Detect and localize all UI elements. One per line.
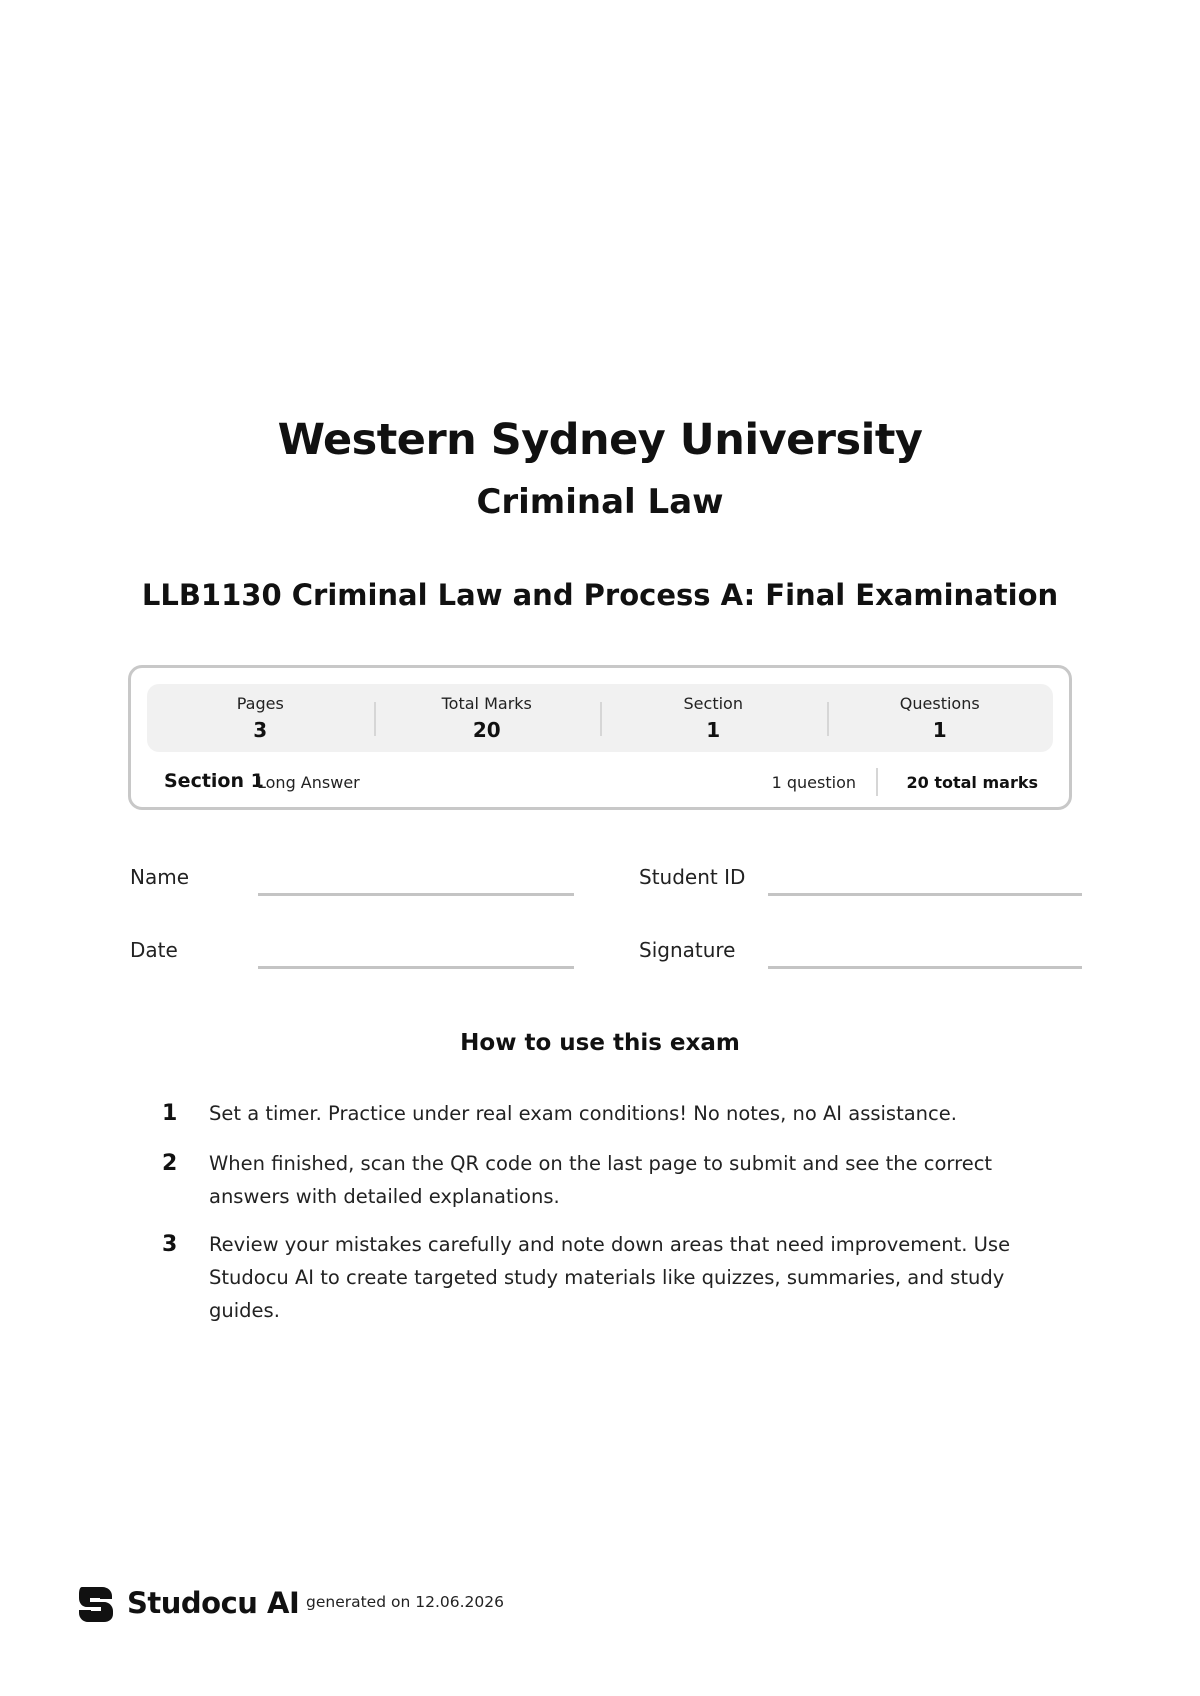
step-number: 3 [162, 1232, 178, 1257]
stat-pages [147, 684, 374, 752]
stat-section [600, 684, 827, 752]
instructions-title: How to use this exam [460, 1030, 740, 1056]
section-row [164, 770, 1038, 796]
step-number: 2 [162, 1151, 178, 1176]
student-id-field[interactable] [768, 893, 1082, 896]
section-name: Section 1 [164, 770, 264, 792]
stat-label: Pages [236, 694, 284, 713]
step-text: Review your mistakes carefully and note down areas that need improvement. Use Studocu AI to create targeted study materials like quizzes, summaries, and study guides. [209, 1233, 1011, 1322]
stat-label: Questions [899, 694, 980, 713]
stat-total-marks [374, 684, 601, 752]
section-type: Long Answer [257, 773, 360, 792]
date-field[interactable] [258, 966, 574, 969]
step-text: Set a timer. Practice under real exam conditions! No notes, no AI assistance. [209, 1102, 957, 1125]
studocu-logo-icon [78, 1585, 114, 1623]
signature-label: Signature [639, 938, 736, 962]
signature-field[interactable] [768, 966, 1082, 969]
step-number: 1 [162, 1101, 178, 1126]
section-divider [876, 768, 878, 796]
section-total-marks: 20 total marks [906, 773, 1038, 792]
stat-value: 3 [253, 718, 268, 742]
stat-value: 1 [706, 718, 721, 742]
stat-questions [827, 684, 1054, 752]
stat-label: Section [683, 694, 743, 713]
exam-title: LLB1130 Criminal Law and Process A: Final Examination [141, 578, 1059, 612]
student-id-label: Student ID [639, 865, 746, 889]
course-title: Criminal Law [476, 482, 724, 522]
stat-value: 20 [472, 718, 501, 742]
brand-name: Studocu AI [127, 1586, 300, 1620]
step-text: When finished, scan the QR code on the last page to submit and see the correct answers with detailed explanations. [209, 1152, 993, 1208]
generated-date: generated on 12.06.2026 [306, 1593, 504, 1611]
section-question-count: 1 question [771, 773, 856, 792]
name-field[interactable] [258, 893, 574, 896]
stat-value: 1 [932, 718, 947, 742]
stat-label: Total Marks [441, 694, 532, 713]
exam-summary-card [128, 665, 1072, 810]
university-title: Western Sydney University [277, 415, 923, 465]
name-label: Name [130, 865, 190, 889]
date-label: Date [130, 938, 178, 962]
stats-bar [147, 684, 1053, 752]
